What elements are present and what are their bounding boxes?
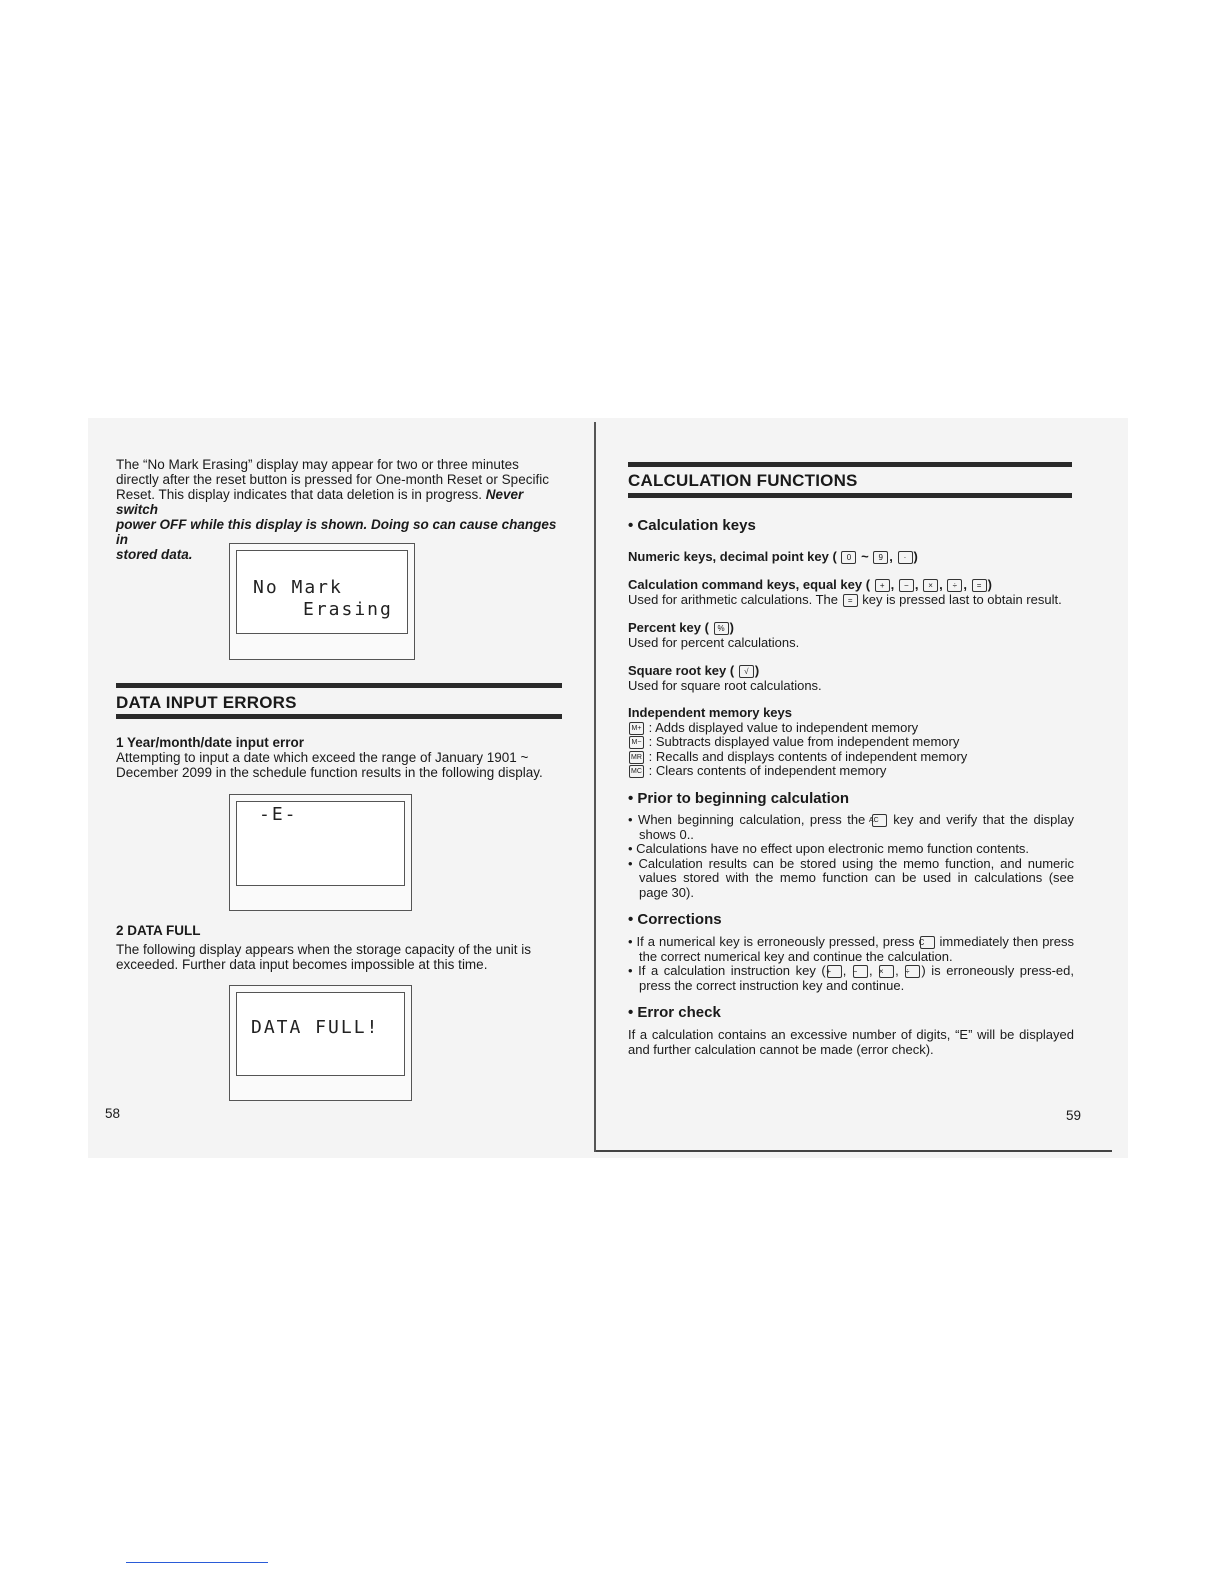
memory-key-row [628, 721, 1076, 736]
key-mc: MC [629, 765, 644, 778]
error-check-text: If a calculation contains an excessive number of digits, “E” will be displayed and further calculation cannot be made (error check). [628, 1027, 1074, 1057]
memory-key-desc: : Clears contents of independent memory [648, 763, 887, 778]
intro-line-1: The “No Mark Erasing” display may appear for two or three minutes [116, 457, 519, 472]
calc-rule-top [628, 462, 1072, 467]
key-eq-inline: = [843, 594, 858, 607]
lcd-line-2: Erasing [303, 599, 393, 620]
command-keys-text-b: key is pressed last to obtain result. [862, 592, 1062, 608]
key-minus: − [899, 579, 914, 592]
key-9: 9 [873, 551, 888, 564]
key-div: ÷ [947, 579, 962, 592]
corrections-list [628, 935, 1074, 993]
memory-key-row [628, 764, 1076, 779]
memory-keys [628, 706, 1076, 779]
command-keys-label: Calculation command keys, equal key ( [628, 577, 871, 592]
prior-item-3: • Calculation results can be stored using the memo function, and numeric values stored with the memo function can be used in calculations (see page 30). [628, 855, 1074, 900]
correction-item-1 [628, 935, 1074, 964]
corr-2a: • If a calculation instruction key ( [628, 963, 826, 978]
memory-key-desc: : Subtracts displayed value from independent memory [648, 734, 960, 749]
percent-key: Percent key ( % ) Used for percent calculations. [628, 620, 1076, 650]
error-check-heading: • Error check [628, 1004, 721, 1021]
lcd-screen [236, 801, 405, 886]
correction-item-2: • If a calculation instruction key (+ , − , × , ÷ ) is erroneously press-ed, press the correct instruction key and continue. [628, 963, 1074, 993]
item-2-text-2: exceeded. Further data input becomes impossible at this time. [116, 957, 488, 972]
key-m-minus: M− [629, 736, 644, 749]
numeric-keys-label: Numeric keys, decimal point key ( [628, 549, 837, 564]
corr-1a: • If a numerical key is erroneously pressed, press [628, 934, 915, 949]
numeric-keys: Numeric keys, decimal point key ( 0 ~ 9 , · ) [628, 549, 918, 564]
item-2-title: 2 DATA FULL [116, 923, 201, 938]
sqrt-label: Square root key ( [628, 663, 735, 678]
command-keys: Calculation command keys, equal key ( + , − , × , ÷ , = ) Used for arithmetic calculations. The = key is pressed last to obtain result. [628, 577, 1062, 608]
memory-key-row [628, 750, 1076, 765]
intro-warning-2: power OFF while this display is shown. Doing so can cause changes in [116, 517, 557, 547]
corrections-heading: • Corrections [628, 911, 722, 928]
key-eq: = [972, 579, 987, 592]
calc-keys-heading: • Calculation keys [628, 517, 756, 534]
prior-1b: key and verify that the display shows 0.. [639, 812, 1074, 842]
intro-line-3: Reset. This display indicates that data deletion is in progress. Never switch [116, 487, 524, 517]
key-m-plus: M+ [629, 722, 644, 735]
lcd-line-1: No Mark [253, 577, 343, 598]
item-2 [116, 923, 562, 972]
item-1-text-2: December 2099 in the schedule function results in the following display. [116, 765, 543, 780]
prior-item-1 [628, 813, 1074, 842]
bottom-edge-line [596, 1150, 1112, 1152]
prior-1a: • When beginning calculation, press the [628, 812, 866, 827]
key-plus-2: + [827, 965, 842, 978]
command-keys-text-a: Used for arithmetic calculations. The [628, 592, 839, 608]
key-c: C [920, 936, 935, 949]
memory-heading: Independent memory keys [628, 705, 792, 720]
footer-link-underline [126, 1562, 268, 1563]
item-2-text-1: The following display appears when the storage capacity of the unit is [116, 942, 531, 957]
lcd-data-full [229, 985, 412, 1101]
corr-2b: ) is erroneously press-ed, press the correct instruction key and continue. [639, 963, 1074, 993]
prior-item-2: • Calculations have no effect upon electronic memo function contents. [628, 841, 1030, 856]
key-times: × [923, 579, 938, 592]
memory-key-desc: : Recalls and displays contents of independent memory [648, 748, 968, 764]
section-title-data-input-errors: DATA INPUT ERRORS [116, 693, 297, 712]
key-percent: % [714, 622, 729, 635]
lcd-no-mark-erasing [229, 543, 415, 660]
section-title-calculation-functions: CALCULATION FUNCTIONS [628, 471, 858, 490]
intro-line-2: directly after the reset button is pressed for One-month Reset or Specific [116, 472, 549, 487]
prior-list [628, 813, 1074, 900]
memory-key-row [628, 735, 1076, 750]
section-rule-bottom [116, 714, 562, 719]
key-0: 0 [841, 551, 856, 564]
percent-text: Used for percent calculations. [628, 635, 800, 651]
memory-key-desc: : Adds displayed value to independent memory [648, 719, 919, 735]
calc-rule-bottom [628, 493, 1072, 498]
key-minus-2: − [853, 965, 868, 978]
page-number-right: 59 [1066, 1108, 1082, 1123]
key-dot: · [898, 551, 913, 564]
item-1-title: 1 Year/month/date input error [116, 735, 305, 750]
section-rule-top [116, 683, 562, 688]
key-plus: + [875, 579, 890, 592]
prior-heading: • Prior to beginning calculation [628, 790, 850, 807]
item-1 [116, 735, 562, 780]
key-times-2: × [879, 965, 894, 978]
key-div-2: ÷ [905, 965, 920, 978]
key-ac: AC [872, 814, 887, 827]
key-mr: MR [629, 751, 644, 764]
corr-1b: immediately then press the correct numerical key and continue the calculation. [639, 934, 1074, 964]
sqrt-text: Used for square root calculations. [628, 678, 822, 694]
item-1-text-1: Attempting to input a date which exceed the range of January 1901 ~ [116, 750, 529, 765]
percent-label: Percent key ( [628, 620, 709, 635]
intro-warning-3: stored data. [116, 547, 193, 562]
lcd-screen [236, 550, 408, 634]
sqrt-key: Square root key ( √ ) Used for square root calculations. [628, 663, 1076, 693]
page-gutter [594, 422, 596, 1152]
page-number-left: 58 [105, 1106, 121, 1121]
key-sqrt: √ [739, 665, 754, 678]
lcd-error-text: -E- [259, 804, 298, 825]
lcd-data-full-text: DATA FULL! [251, 1017, 380, 1038]
lcd-error-display [229, 794, 412, 911]
tilde: ~ [861, 549, 869, 564]
lcd-screen [236, 992, 405, 1076]
